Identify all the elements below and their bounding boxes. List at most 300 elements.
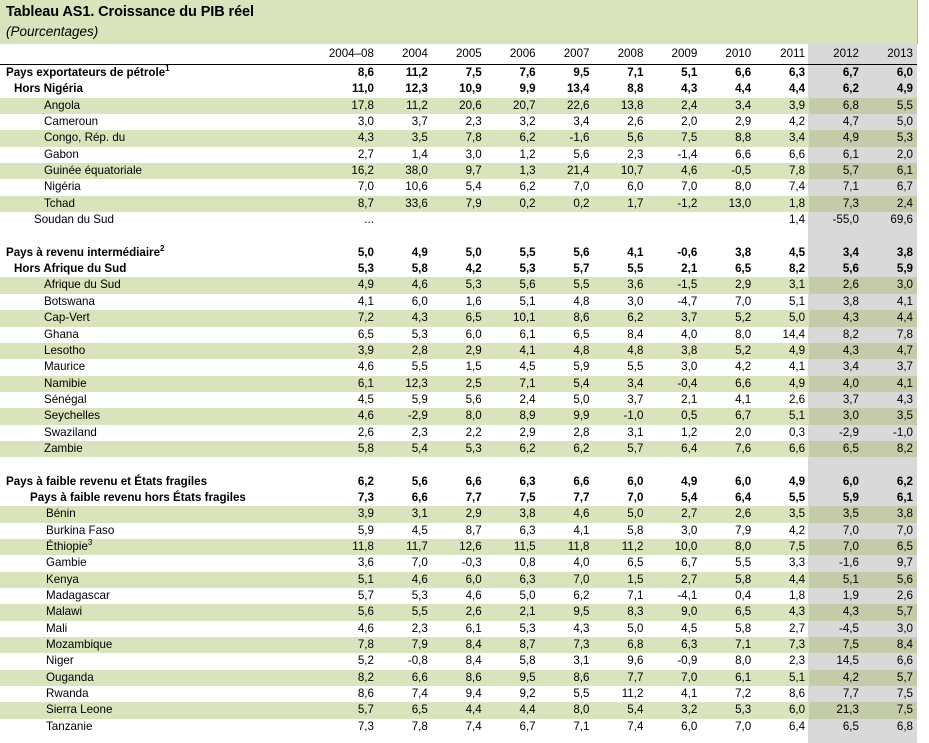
value-cell: 7,1: [486, 376, 540, 392]
spacer-row: [0, 457, 917, 473]
row-label: [0, 604, 324, 620]
value-cell: 6,1: [863, 163, 917, 179]
value-cell: 7,8: [755, 163, 809, 179]
value-cell: 4,1: [863, 376, 917, 392]
row-label: [0, 376, 324, 392]
value-cell: 6,0: [755, 702, 809, 718]
value-cell: 7,9: [432, 196, 486, 212]
value-cell: 2,4: [519, 392, 536, 406]
value-cell: 3,7: [627, 392, 644, 406]
value-cell: [378, 212, 432, 228]
value-cell: 7,3: [357, 719, 374, 733]
country-row: [0, 212, 917, 228]
value-cell: 7,9: [735, 523, 752, 537]
country-row: [0, 653, 917, 669]
value-cell: 7,0: [411, 556, 428, 570]
value-cell: 1,2: [519, 147, 536, 161]
value-cell: 4,5: [411, 523, 428, 537]
row-label: [0, 555, 324, 571]
value-cell: 3,1: [755, 277, 809, 293]
spacer-cell: [540, 228, 594, 244]
spacer-cell: [540, 457, 594, 473]
row-label-text: Afrique du Sud: [44, 278, 121, 292]
subgroup-row: [0, 81, 917, 97]
value-cell: 4,1: [788, 360, 806, 374]
header-row: [0, 44, 917, 65]
value-cell: 8,3: [594, 604, 648, 620]
spacer-cell: [594, 457, 648, 473]
spacer-cell: [432, 228, 486, 244]
value-cell: 5,1: [788, 294, 806, 308]
value-cell: 2,6: [357, 425, 374, 439]
value-cell: 2,1: [486, 604, 540, 620]
row-label: [0, 343, 324, 359]
value-cell: 8,7: [486, 637, 540, 653]
country-row: [0, 637, 917, 653]
value-cell: 5,8: [519, 654, 536, 668]
value-cell: -1,6: [540, 130, 594, 146]
value-cell: 2,3: [411, 425, 428, 439]
value-cell: ...: [364, 213, 374, 227]
column-header: 2004: [378, 44, 432, 65]
value-cell: 9,4: [465, 687, 482, 701]
row-label-text: Guinée équatoriale: [44, 164, 142, 178]
value-cell: 7,4: [627, 719, 644, 733]
value-cell: 2,7: [647, 506, 701, 522]
country-row: [0, 376, 917, 392]
row-label: [0, 686, 324, 702]
row-label: [0, 441, 324, 457]
value-cell: 5,3: [432, 277, 486, 293]
value-cell: 6,0: [627, 180, 644, 194]
row-label-text: Gambie: [46, 556, 87, 570]
value-cell: 7,9: [378, 637, 432, 653]
country-row: [0, 702, 917, 718]
row-label-text: Burkina Faso: [46, 523, 115, 537]
value-cell: 6,2: [357, 474, 374, 488]
value-cell: 7,4: [788, 180, 806, 194]
spacer-cell: [486, 457, 540, 473]
value-cell: 6,5: [627, 556, 644, 570]
value-cell: 5,1: [324, 572, 378, 588]
value-cell: 3,7: [411, 115, 428, 129]
row-label: [0, 425, 324, 441]
value-cell: 5,2: [357, 654, 374, 668]
column-header: 2009: [647, 44, 701, 65]
value-cell: 4,5: [788, 245, 806, 259]
value-cell: 6,3: [486, 572, 540, 588]
value-cell: 6,5: [701, 604, 755, 620]
row-label: [0, 65, 324, 82]
value-cell: 7,8: [411, 719, 428, 733]
row-label: [0, 196, 324, 212]
value-cell: 3,8: [863, 506, 917, 522]
value-cell: 2,6: [701, 506, 755, 522]
value-cell: 1,3: [486, 163, 540, 179]
value-cell: 4,8: [573, 294, 590, 308]
value-cell: 2,2: [465, 425, 482, 439]
value-cell: 6,0: [627, 474, 644, 488]
value-cell: 8,0: [735, 180, 752, 194]
value-cell: 17,8: [324, 98, 378, 114]
value-cell: 7,8: [432, 130, 486, 146]
value-cell: 8,4: [465, 654, 482, 668]
value-cell: 8,9: [486, 408, 540, 424]
value-cell: 4,4: [486, 702, 540, 718]
value-cell: 2,6: [432, 604, 486, 620]
country-row: [0, 114, 917, 130]
value-cell: 4,9: [681, 474, 698, 488]
value-cell: 8,7: [465, 523, 482, 537]
value-cell: 11,2: [378, 98, 432, 114]
value-cell: [647, 212, 701, 228]
value-cell: 6,0: [842, 474, 859, 488]
header-label-cell: [0, 44, 324, 65]
value-cell: 8,6: [788, 687, 806, 701]
value-cell: 2,4: [647, 98, 701, 114]
value-cell: 3,9: [324, 506, 378, 522]
spacer-cell: [324, 228, 378, 244]
row-label-text: Namibie: [44, 376, 87, 390]
value-cell: 0,4: [735, 589, 752, 602]
value-cell: 3,0: [809, 408, 863, 424]
column-header: 2007: [540, 44, 594, 65]
value-cell: 8,0: [432, 408, 486, 424]
value-cell: 4,3: [681, 82, 698, 96]
value-cell: 11,5: [486, 539, 540, 555]
value-cell: 6,5: [842, 719, 859, 733]
value-cell: 6,6: [701, 376, 755, 392]
value-cell: 7,0: [540, 572, 594, 588]
value-cell: 3,3: [788, 556, 806, 570]
row-label: [0, 506, 324, 522]
value-cell: 3,0: [681, 360, 698, 374]
value-cell: 1,7: [594, 196, 648, 212]
row-label-text: Gabon: [44, 147, 79, 161]
value-cell: 5,0: [755, 310, 809, 326]
value-cell: 2,1: [681, 262, 698, 276]
value-cell: 5,8: [701, 572, 755, 588]
value-cell: 6,6: [735, 66, 752, 79]
value-cell: 2,3: [465, 115, 482, 129]
value-cell: 5,9: [896, 262, 913, 276]
value-cell: 4,8: [540, 343, 594, 359]
column-header: 2008: [594, 44, 648, 65]
country-row: [0, 392, 917, 408]
row-label-text: Hors Nigéria: [14, 82, 83, 96]
value-cell: 7,0: [735, 294, 752, 308]
value-cell: 5,1: [755, 408, 809, 424]
value-cell: -2,9: [838, 425, 859, 439]
value-cell: [594, 212, 648, 228]
value-cell: 5,8: [627, 523, 644, 537]
value-cell: 2,3: [788, 654, 806, 668]
value-cell: 4,2: [788, 523, 806, 537]
value-cell: 7,8: [324, 637, 378, 653]
value-cell: 11,2: [594, 539, 648, 555]
row-label-text: Lesotho: [44, 343, 86, 357]
value-cell: [701, 212, 755, 228]
value-cell: 6,7: [701, 408, 755, 424]
value-cell: 1,8: [755, 196, 809, 212]
value-cell: 2,1: [681, 392, 698, 406]
value-cell: 7,4: [411, 687, 428, 701]
spacer-cell: [647, 228, 701, 244]
value-cell: 3,9: [324, 343, 378, 359]
value-cell: 8,4: [863, 637, 917, 653]
column-header: 2010: [701, 44, 755, 65]
row-label-text: Soudan du Sud: [34, 213, 114, 227]
value-cell: 8,4: [432, 637, 486, 653]
row-label-text: Botswana: [44, 294, 95, 308]
value-cell: 12,3: [378, 376, 432, 392]
value-cell: 10,1: [486, 310, 540, 326]
value-cell: 4,7: [863, 343, 917, 359]
value-cell: 5,0: [594, 506, 648, 522]
spacer-cell: [432, 457, 486, 473]
value-cell: 5,7: [863, 604, 917, 620]
value-cell: 5,8: [735, 621, 752, 635]
country-row: [0, 179, 917, 195]
spacer-cell: [0, 228, 324, 244]
value-cell: 0,2: [540, 196, 594, 212]
value-cell: 2,0: [896, 147, 913, 161]
value-cell: 7,5: [647, 130, 701, 146]
value-cell: 5,6: [486, 277, 540, 293]
row-label-text: Zambie: [44, 441, 83, 455]
value-cell: 3,1: [378, 506, 432, 522]
value-cell: 8,0: [735, 327, 752, 341]
country-row: [0, 425, 917, 441]
row-label-text: Seychelles: [44, 409, 101, 423]
value-cell: 5,3: [357, 262, 374, 276]
row-label: [0, 539, 324, 555]
value-cell: 5,1: [681, 66, 698, 79]
value-cell: 3,6: [357, 556, 374, 570]
value-cell: 2,6: [627, 115, 644, 129]
country-row: [0, 147, 917, 163]
value-cell: 3,5: [378, 130, 432, 146]
value-cell: 7,0: [896, 523, 913, 537]
value-cell: 7,1: [627, 589, 644, 602]
country-row: [0, 670, 917, 686]
value-cell: 5,9: [357, 523, 374, 537]
value-cell: 8,6: [540, 670, 594, 686]
value-cell: 6,2: [519, 180, 536, 194]
row-label-text: Nigéria: [44, 180, 81, 194]
value-cell: 6,5: [357, 327, 374, 341]
value-cell: 12,3: [405, 82, 428, 96]
row-label: [0, 114, 324, 130]
value-cell: 7,1: [701, 637, 755, 653]
value-cell: 5,2: [701, 310, 755, 326]
country-row: [0, 277, 917, 293]
value-cell: -1,6: [838, 556, 859, 570]
row-label-text: Tanzanie: [46, 719, 93, 733]
value-cell: 8,0: [735, 654, 752, 668]
value-cell: 4,3: [809, 310, 863, 326]
country-row: [0, 408, 917, 424]
table-title: Tableau AS1. Croissance du PIB réel: [6, 4, 254, 20]
value-cell: 5,9: [573, 360, 590, 374]
value-cell: -1,5: [647, 277, 701, 293]
value-cell: 4,9: [411, 245, 428, 259]
value-cell: 6,0: [681, 719, 698, 733]
value-cell: 7,5: [465, 66, 482, 79]
row-label: [0, 408, 324, 424]
value-cell: 7,7: [594, 670, 648, 686]
value-cell: 4,3: [573, 621, 590, 635]
value-cell: 8,0: [540, 702, 594, 718]
row-label-text: Hors Afrique du Sud: [14, 262, 127, 276]
row-label: [0, 179, 324, 195]
value-cell: 6,7: [681, 556, 698, 570]
country-row: [0, 588, 917, 604]
spacer-cell: [324, 457, 378, 473]
value-cell: 5,9: [842, 490, 859, 504]
value-cell: 5,0: [357, 245, 374, 259]
value-cell: 13,0: [701, 196, 755, 212]
value-cell: 7,0: [842, 523, 859, 537]
value-cell: 6,2: [486, 130, 540, 146]
row-label-text: Cameroun: [44, 115, 99, 129]
value-cell: 5,3: [432, 441, 486, 457]
value-cell: 5,6: [594, 130, 648, 146]
row-label: [0, 212, 324, 228]
value-cell: 7,1: [573, 719, 590, 733]
value-cell: 5,3: [519, 621, 536, 635]
value-cell: [486, 212, 540, 228]
value-cell: 2,7: [647, 572, 701, 588]
value-cell: 3,8: [486, 506, 540, 522]
country-row: [0, 327, 917, 343]
value-cell: 8,2: [842, 327, 859, 341]
value-cell: 7,2: [324, 310, 378, 326]
value-cell: 6,0: [896, 66, 913, 79]
value-cell: 4,1: [681, 687, 698, 701]
row-label-text: Éthiopie: [46, 539, 88, 553]
value-cell: 69,6: [890, 213, 913, 227]
value-cell: 6,6: [378, 670, 432, 686]
value-cell: 11,8: [324, 539, 378, 555]
row-label-text: Madagascar: [46, 589, 110, 602]
value-cell: 2,9: [735, 115, 752, 129]
value-cell: 6,3: [788, 66, 806, 79]
value-cell: 4,6: [357, 360, 374, 374]
value-cell: 6,1: [519, 327, 536, 341]
value-cell: 0,3: [788, 425, 806, 439]
value-cell: 5,5: [573, 687, 590, 701]
country-row: [0, 98, 917, 114]
value-cell: 8,8: [701, 130, 755, 146]
row-label-text: Malawi: [46, 605, 83, 619]
value-cell: 13,8: [594, 98, 648, 114]
value-cell: 0,5: [647, 408, 701, 424]
country-row: [0, 686, 917, 702]
value-cell: 5,1: [755, 670, 809, 686]
value-cell: 7,1: [627, 66, 644, 79]
value-cell: 6,7: [842, 66, 859, 79]
value-cell: 5,7: [324, 702, 378, 718]
value-cell: 8,2: [324, 670, 378, 686]
value-cell: 20,6: [432, 98, 486, 114]
value-cell: 7,5: [519, 490, 536, 504]
value-cell: 1,5: [465, 360, 482, 374]
value-cell: 2,0: [681, 115, 698, 129]
value-cell: 4,8: [594, 343, 648, 359]
value-cell: 5,3: [411, 589, 428, 602]
country-row: [0, 196, 917, 212]
value-cell: 4,6: [378, 277, 432, 293]
value-cell: 7,3: [755, 637, 809, 653]
value-cell: 3,4: [573, 115, 590, 129]
value-cell: 4,3: [755, 604, 809, 620]
spacer-cell: [863, 457, 917, 473]
value-cell: 3,0: [627, 294, 644, 308]
row-label-text: Congo, Rép. du: [44, 131, 126, 145]
row-label-text: Ouganda: [46, 670, 94, 684]
value-cell: 3,5: [863, 408, 917, 424]
country-row: [0, 506, 917, 522]
value-cell: 16,2: [324, 163, 378, 179]
value-cell: 33,6: [378, 196, 432, 212]
value-cell: 5,5: [411, 360, 428, 374]
value-cell: 11,0: [352, 82, 374, 96]
value-cell: 7,0: [681, 180, 698, 194]
row-label-text: Ghana: [44, 327, 79, 341]
value-cell: 8,6: [432, 670, 486, 686]
value-cell: 8,6: [357, 66, 374, 79]
value-cell: 12,6: [432, 539, 486, 555]
row-label-text: Mozambique: [46, 638, 113, 652]
value-cell: 7,4: [465, 719, 482, 733]
value-cell: 5,8: [324, 441, 378, 457]
row-label-text: Pays à faible revenu hors États fragiles: [30, 490, 246, 504]
value-cell: 6,6: [896, 654, 913, 668]
value-cell: 4,2: [465, 262, 482, 276]
country-row: [0, 163, 917, 179]
value-cell: 6,2: [896, 474, 913, 488]
country-row: [0, 441, 917, 457]
value-cell: 0,8: [519, 556, 536, 570]
value-cell: 6,2: [842, 82, 859, 96]
value-cell: 9,7: [432, 163, 486, 179]
value-cell: 2,7: [357, 147, 374, 161]
value-cell: 4,6: [647, 163, 701, 179]
row-label: [0, 327, 324, 343]
value-cell: 5,5: [627, 262, 644, 276]
value-cell: 14,4: [782, 327, 806, 341]
country-row: [0, 604, 917, 620]
value-cell: 6,6: [755, 441, 809, 457]
value-cell: 4,5: [519, 360, 536, 374]
value-cell: 3,4: [755, 130, 809, 146]
value-cell: 5,0: [465, 245, 482, 259]
value-cell: 4,9: [788, 474, 806, 488]
value-cell: 1,4: [411, 147, 428, 161]
value-cell: 3,0: [465, 147, 482, 161]
value-cell: 5,6: [573, 245, 590, 259]
spacer-cell: [378, 228, 432, 244]
value-cell: 21,3: [809, 702, 863, 718]
value-cell: 6,8: [594, 637, 648, 653]
spacer-cell: [809, 457, 863, 473]
spacer-cell: [594, 228, 648, 244]
value-cell: 7,6: [701, 441, 755, 457]
value-cell: 5,7: [573, 262, 590, 276]
row-label: [0, 653, 324, 669]
value-cell: 5,5: [540, 277, 594, 293]
